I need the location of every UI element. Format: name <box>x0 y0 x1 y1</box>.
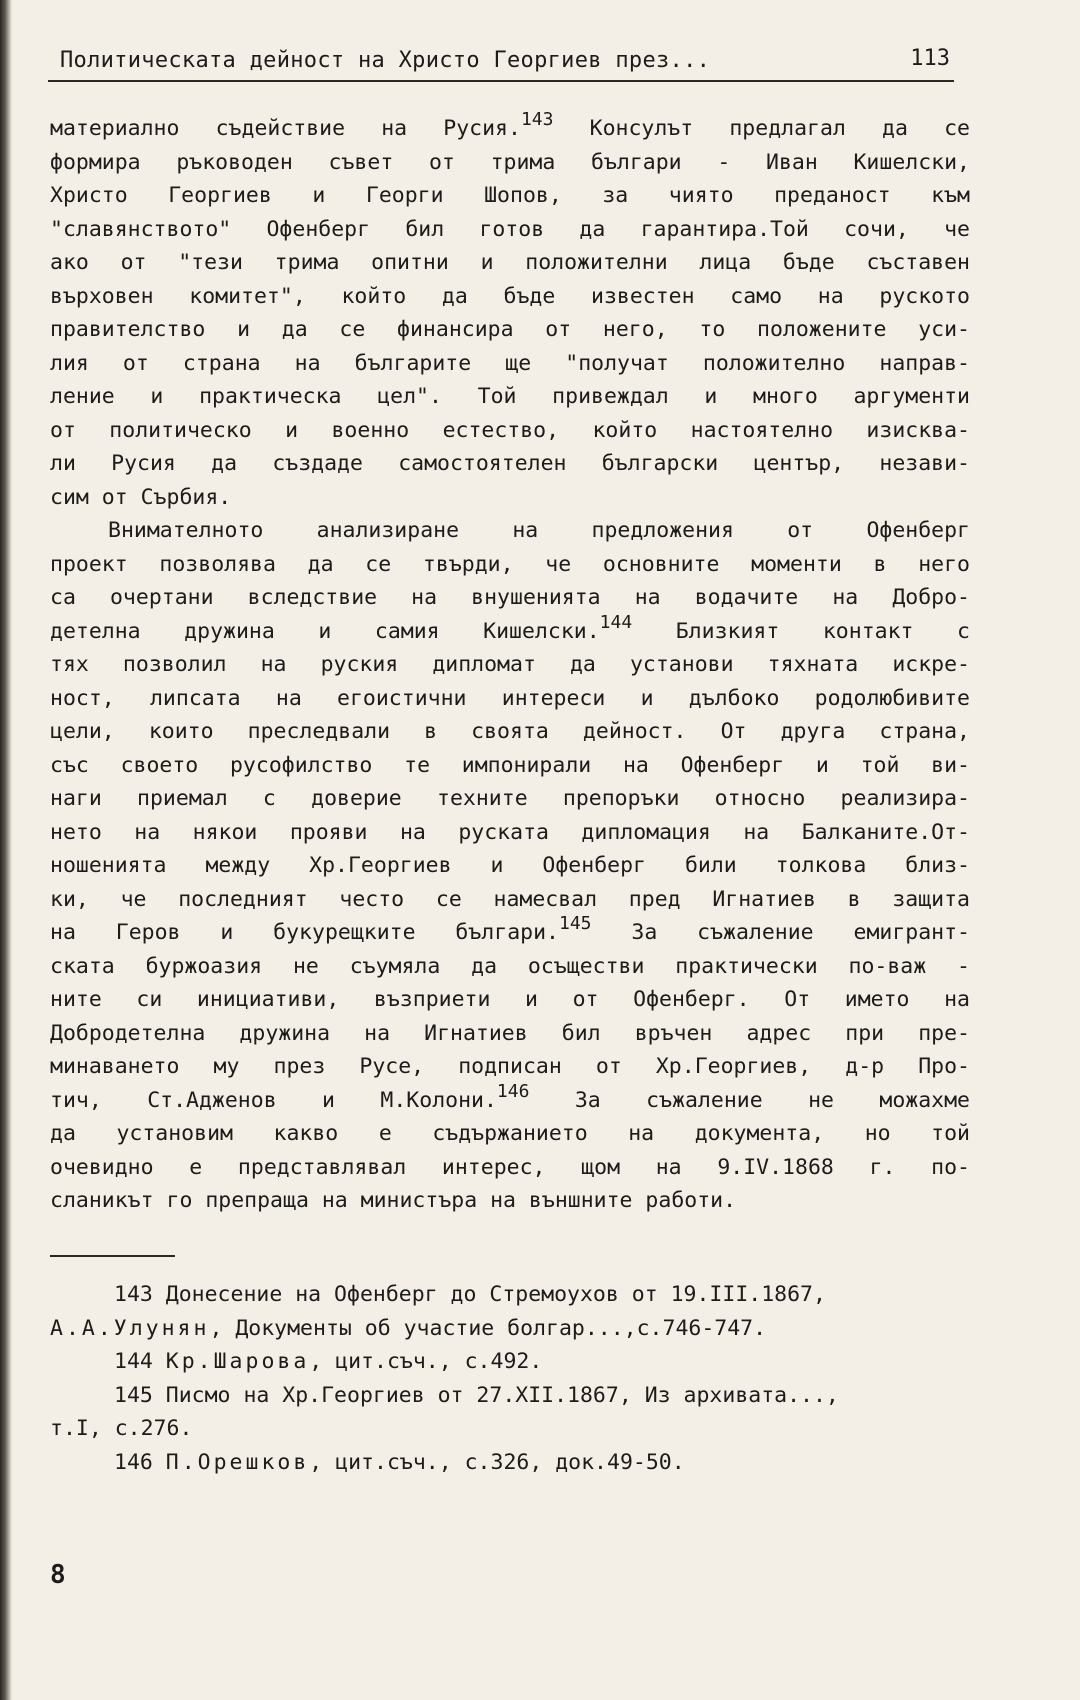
text-line: материално съдействие на Русия.$^{143}$ Консулът предлагал да се <box>50 109 970 141</box>
footnote: 144 Кр.Шарова, цит.съч., с.492. <box>114 1349 543 1374</box>
text-line: очевидно е представлявал интерес, щом на 9.IV.1868 г. по- <box>50 1154 970 1180</box>
text-line: Христо Георгиев и Георги Шопов, за чиято преданост към <box>50 183 970 208</box>
footnote: 143 Донесение на Офенберг до Стремоухов от 19.III.1867, <box>114 1282 826 1307</box>
text-line: тич, Ст.Аджeнов и М.Колони.$^{146}$ За съжаление не можахме <box>50 1080 970 1113</box>
text-line: проект позволява да се твърди, че основните моменти в него <box>50 551 970 577</box>
text-line: нето на някои прояви на руската дипломация на Балканите.От- <box>50 819 970 845</box>
text-line: ако от "тези трима опитни и положителни лица бъде съставен <box>50 250 970 275</box>
footnotes <box>50 1278 1000 1479</box>
text-line: ношенията между Хр.Георгиев и Офенберг били толкова близ- <box>50 853 970 878</box>
text-line: на Геров и букурещките българи.$^{145}$ За съжаление емигрант- <box>50 913 970 945</box>
running-title: Политическата дейност на Христо Георгиев през... <box>60 48 711 73</box>
main-text <box>50 109 970 1218</box>
footnote-ref: 143 <box>520 109 554 130</box>
text-line: детелна дружина и самия Кишелски.$^{144}$ Близкият контакт с <box>50 611 970 644</box>
text-line: със своето русофилство те импонирали на Офенберг и той ви- <box>50 752 970 778</box>
footnote: А.А.Улунян, Документы об участие болгар...,с.746-747. <box>50 1315 767 1341</box>
text-line: формира ръководен съвет от трима българи - Иван Кишелски, <box>50 149 970 175</box>
sheet-number: 8 <box>50 1560 66 1590</box>
text-line: наги приемал с доверие техните препоръки относно реализира- <box>50 786 970 811</box>
footnote-ref: 146 <box>496 1080 530 1102</box>
text-line: Внимателното анализиране на предложения от Офенберг <box>108 518 970 543</box>
footnote-ref: 144 <box>599 611 633 633</box>
text-line: минаването му през Русе, подписан от Хр.Георгиев, д-р Про- <box>50 1054 970 1079</box>
page-number: 113 <box>910 46 950 71</box>
text-line: Добродетелна дружина на Игнатиев бил връчен адрес при пре- <box>50 1020 970 1046</box>
text-line: ки, че последният често се намесвал пред Игнатиев в защита <box>50 886 970 912</box>
text-line: лия от страна на българите ще "получат положително направ- <box>50 350 970 376</box>
footnote-separator <box>50 1255 175 1257</box>
text-line: от политическо и военно естество, който настоятелно изисква- <box>50 417 970 443</box>
text-line: ност, липсата на егоистични интереси и дълбоко родолюбивите <box>50 685 970 711</box>
footnote-ref: 145 <box>558 913 592 934</box>
text-line: правителство и да се финансира от него, то положените уси- <box>50 317 970 342</box>
text-line: сланикът го препраща на министъра на външните работи. <box>50 1188 737 1213</box>
text-line: ли Русия да създаде самостоятелен български център, незави- <box>50 451 970 476</box>
text-line: върховен комитет", който да бъде известен само на руското <box>50 283 970 309</box>
text-line: ните си инициативи, възприети и от Офенберг. От името на <box>50 987 970 1012</box>
footnote: 146 П.Орешков, цит.съч., с.326, док.49-50. <box>114 1449 685 1475</box>
text-line: сим от Сърбия. <box>50 484 232 510</box>
text-line: са очертани вследствие на внушенията на водачите на Добро- <box>50 585 970 610</box>
text-line: ление и практическа цел". Той привеждал и много аргументи <box>50 384 970 409</box>
text-line: ската буржоазия не съумяла да осъществи практически по-важ - <box>50 953 970 979</box>
footnote: т.I, с.276. <box>50 1416 193 1441</box>
text-line: цели, които преследвали в своята дейност. От друга страна, <box>50 719 970 744</box>
page-header <box>48 42 954 82</box>
text-line: да установим какво е съдържанието на документа, но той <box>50 1121 970 1146</box>
text-line: "славянството" Офенберг бил готов да гарантира.Той сочи, че <box>50 216 970 242</box>
footnote: 145 Писмо на Хр.Георгиев от 27.XII.1867, Из архивата..., <box>114 1382 839 1408</box>
binding-shadow <box>0 0 12 1700</box>
text-line: тях позволил на руския дипломат да установи тяхната искре- <box>50 652 970 677</box>
